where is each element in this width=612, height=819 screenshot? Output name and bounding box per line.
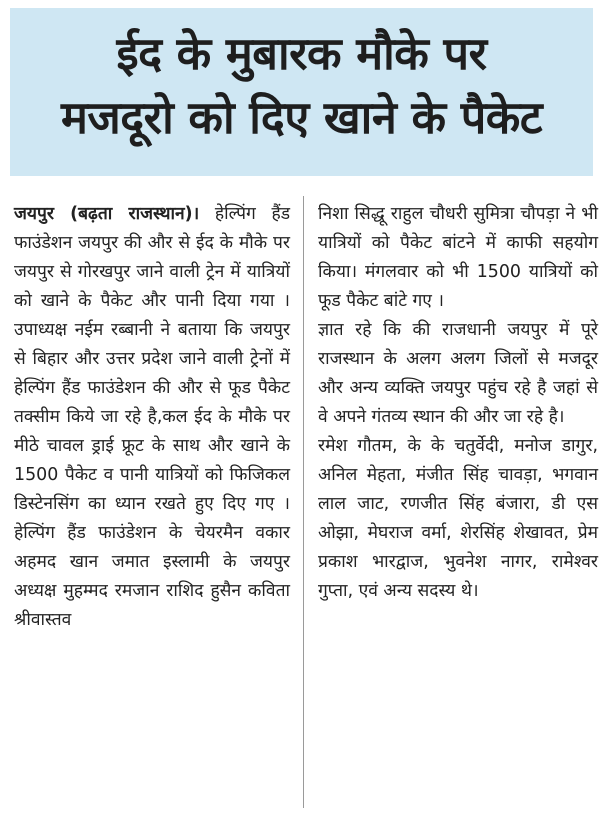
- article-column-left: [14, 200, 290, 635]
- column-divider: [303, 196, 304, 808]
- headline-line-1: ईद के मुबारक मौके पर: [116, 27, 487, 80]
- headline-box: [10, 8, 593, 176]
- article-paragraph-3: ज्ञात रहे कि की राजधानी जयपुर में पूरे राजस्थान के अलग अलग जिलों से मजदूर और अन्य व्यक्ति जयपुर पहुंच रहे है जहां से वे अपने गंतव्य स्थान की और जा रहे है।: [318, 320, 598, 427]
- headline-line-2: मजदूरो को दिए खाने के पैकेट: [60, 91, 543, 144]
- article-column-right: [318, 200, 598, 606]
- article-paragraph-4: रमेश गौतम, के के चतुर्वेदी, मनोज डागुर, अनिल मेहता, मंजीत सिंह चावड़ा, भगवान लाल जाट, रणजीत सिंह बंजारा, डी एस ओझा, मेघराज वर्मा, शेरसिंह शेखावत, प्रेम प्रकाश भारद्वाज, भुवनेश नागर, रामेश्वर गुप्ता, एवं अन्य सदस्य थे।: [318, 436, 598, 601]
- dateline: जयपुर (बढ़ता राजस्थान)।: [14, 204, 200, 224]
- article-paragraph-1: [14, 200, 290, 635]
- article-paragraph-2: निशा सिद्धू राहुल चौधरी सुमित्रा चौपड़ा ने भी यात्रियों को पैकेट बांटने में काफी सहयोग किया। मंगलवार को भी 1500 यात्रियों को फूड पैकेट बांटे गए ।: [318, 204, 598, 311]
- article-body-left: हेल्पिंग हैंड फाउंडेशन जयपुर की और से ईद के मौके पर जयपुर से गोरखपुर जाने वाली ट्रेन में यात्रियों को खाने के पैकेट और पानी दिया गया ।उपाध्यक्ष नईम रब्बानी ने बताया कि जयपुर से बिहार और उत्तर प्रदेश जाने वाली ट्रेनों में हेल्पिंग हैंड फाउंडेशन की और से फूड पैकेट तक्सीम किये जा रहे है,कल ईद के मौके पर मीठे चावल ड्राई फ्रूट के साथ और खाने के 1500 पैकेट व पानी यात्रियों को फिजिकल डिस्टेनसिंग का ध्यान रखते हुए दिए गए ।हेल्पिंग हैंड फाउंडेशन के चेयरमैन वकार अहमद खान जमात इस्लामी के जयपुर अध्यक्ष मुहम्मद रमजान राशिद हुसैन कविता श्रीवास्तव: [14, 204, 291, 630]
